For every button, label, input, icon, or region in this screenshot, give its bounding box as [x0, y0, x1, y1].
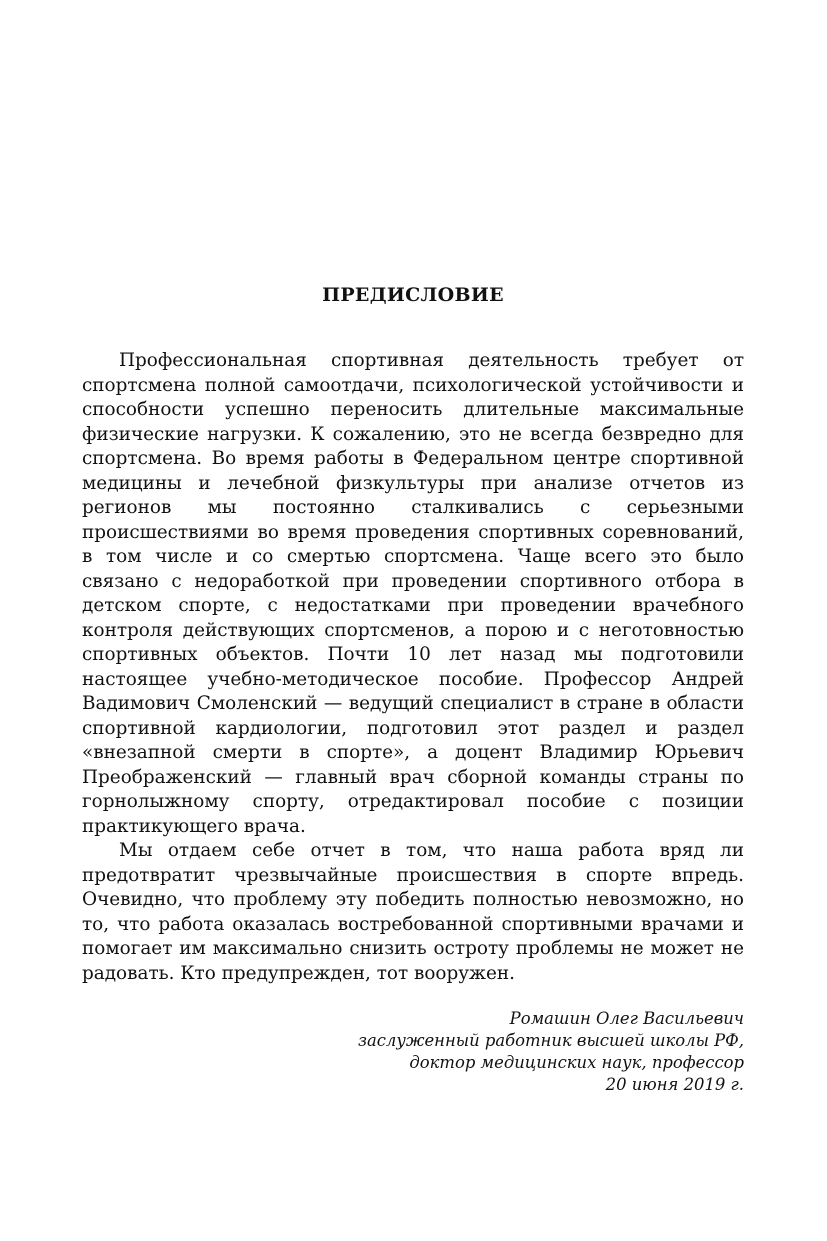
preface-paragraph-2: Мы отдаем себе отчет в том, что наша работа вряд ли предотвратит чрезвычайные происшествия в спорте впредь. Очевидно, что проблему эту победить полностью невозможно, но то, что работа оказалась востребованной спортивными врачами и помогает им максимально снизить остроту проблемы не может не радовать. Кто предупрежден, тот вооружен.: [82, 840, 744, 984]
signature-title: заслуженный работник высшей школы РФ,: [358, 1031, 744, 1050]
signature-name: Ромашин Олег Васильевич: [509, 1009, 744, 1028]
signature-degree: доктор медицинских наук, профессор: [409, 1053, 744, 1072]
preface-page: [82, 283, 744, 1096]
preface-paragraph-1: Профессиональная спортивная деятельность требует от спортсмена полной самоотдачи, психологической устойчивости и способности успешно переносить длительные максимальные физические нагрузки. К сожалению, это не всегда безвредно для спортсмена. Во время работы в Федеральном центре спортивной медицины и лечебной физкультуры при анализе отчетов из регионов мы постоянно сталкивались с серьезными происшествиями во время проведения спортивных соревнований, в том числе и со смертью спортсмена. Чаще всего это было связано с недоработкой при проведении спортивного отбора в детском спорте, с недостатками при проведении врачебного контроля действующих спортсменов, а порою и с неготовностью спортивных объектов. Почти 10 лет назад мы подготовили настоящее учебно-методическое пособие. Профессор Андрей Вадимович Смоленский — ведущий специалист в стране в области спортивной кардиологии, подготовил этот раздел и раздел «внезапной смерти в спорте», а доцент Владимир Юрьевич Преображенский — главный врач сборной команды страны по горнолыжному спорту, отредактировал пособие с позиции практикующего врача.: [82, 350, 744, 837]
preface-title: ПРЕДИСЛОВИЕ: [322, 284, 504, 306]
signature-block: [82, 1008, 744, 1096]
signature-date: 20 июня 2019 г.: [605, 1075, 744, 1094]
